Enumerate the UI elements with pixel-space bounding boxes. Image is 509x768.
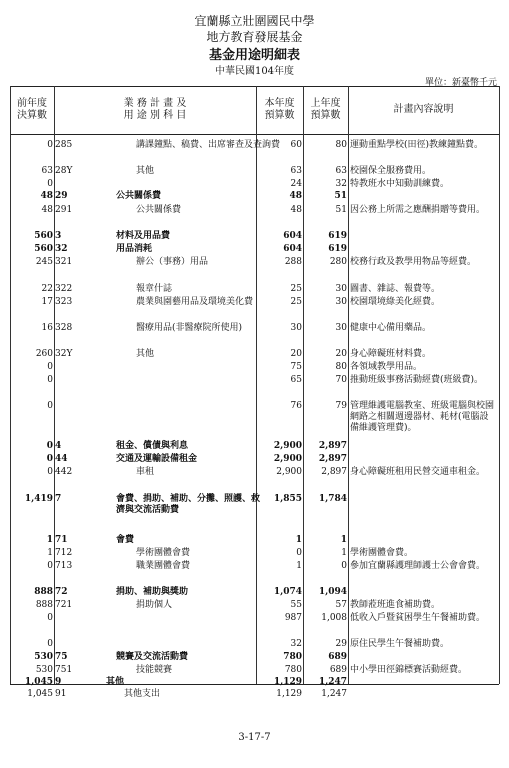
current-budget-cell: 32: [290, 639, 302, 649]
description-cell: 各領域教學用品。: [350, 362, 423, 372]
prev-actual-cell: 560: [34, 231, 53, 241]
account-name-cell: 報章什誌: [136, 284, 173, 294]
current-budget-cell: 30: [290, 323, 302, 333]
current-budget-cell: 1,129: [273, 677, 302, 687]
description-cell: 學術團體會費。: [350, 548, 414, 558]
current-budget-cell: 75: [290, 362, 302, 372]
table-divider: [499, 86, 500, 684]
current-budget-cell: 1: [296, 561, 302, 571]
current-budget-cell: 780: [284, 665, 302, 675]
account-code-cell: 321: [55, 257, 73, 267]
current-budget-cell: 2,900: [276, 467, 302, 477]
current-budget-cell: 1,129: [276, 689, 302, 699]
prev-actual-cell: 260: [35, 349, 53, 359]
account-code-cell: 71: [55, 535, 68, 545]
last-budget-cell: 2,897: [318, 441, 347, 451]
account-code-cell: 29: [55, 191, 68, 201]
last-budget-cell: 30: [335, 284, 347, 294]
last-budget-cell: 30: [335, 323, 347, 333]
account-code-cell: 3: [55, 231, 62, 241]
account-name-cell: 材料及用品費: [116, 231, 171, 241]
last-budget-cell: 70: [335, 375, 347, 385]
description-cell: 校園保全服務費用。: [350, 166, 432, 176]
account-name-cell: 公共關係費: [136, 205, 182, 215]
account-code-cell: 323: [55, 297, 73, 307]
account-code-cell: 442: [55, 467, 73, 477]
current-budget-cell: 780: [283, 652, 302, 662]
account-name-cell: 租金、償債與利息: [116, 441, 189, 451]
description-cell: 圖書、雜誌、報費等。: [350, 284, 441, 294]
last-budget-cell: 1,784: [318, 494, 347, 504]
prev-actual-cell: 17: [41, 297, 53, 307]
last-budget-cell: 689: [329, 665, 347, 675]
last-budget-cell: 2,897: [321, 467, 347, 477]
table-top-border: [10, 86, 499, 87]
col-header-current: 本年度 預算數: [264, 98, 295, 121]
description-cell: 校務行政及教學用物品等經費。: [350, 257, 477, 267]
prev-actual-cell: 1: [47, 548, 53, 558]
account-name-cell: 會費: [116, 535, 135, 545]
current-budget-cell: 604: [283, 244, 302, 254]
account-name-cell: 用品消耗: [116, 244, 153, 254]
last-budget-cell: 2,897: [318, 454, 347, 464]
prev-actual-cell: 0: [47, 179, 53, 189]
last-budget-cell: 20: [335, 349, 347, 359]
account-name-cell: 車租: [136, 467, 155, 477]
current-budget-cell: 25: [290, 284, 302, 294]
last-budget-cell: 0: [341, 561, 347, 571]
last-budget-cell: 80: [335, 140, 347, 150]
last-budget-cell: 51: [335, 205, 347, 215]
account-code-cell: 32: [55, 244, 68, 254]
account-name-cell: 辦公（事務）用品: [136, 257, 209, 267]
account-name-cell: 技能競賽: [136, 665, 173, 675]
current-budget-cell: 1,855: [273, 494, 302, 504]
account-code-cell: 712: [55, 548, 73, 558]
col-header-desc: 計畫內容說明: [393, 104, 454, 115]
current-budget-cell: 48: [290, 205, 302, 215]
current-budget-cell: 0: [296, 548, 302, 558]
unit-label: 單位：新臺幣千元: [424, 78, 497, 88]
account-name-cell: 捐助、補助與獎助: [116, 587, 189, 597]
prev-actual-cell: 1,045: [24, 677, 53, 687]
account-name-cell: 競賽及交流活動費: [116, 652, 189, 662]
account-code-cell: 7: [55, 494, 62, 504]
current-budget-cell: 20: [290, 349, 302, 359]
col-header-prev: 前年度 決算數: [17, 98, 47, 121]
last-budget-cell: 619: [328, 244, 347, 254]
last-budget-cell: 80: [335, 362, 347, 372]
prev-actual-cell: 48: [40, 191, 53, 201]
last-budget-cell: 79: [335, 401, 347, 411]
account-code-cell: 32Y: [55, 349, 73, 359]
account-name-cell: 其他支出: [124, 689, 161, 699]
table-header-border: [10, 134, 499, 135]
current-budget-cell: 65: [290, 375, 302, 385]
page-number: 3-17-7: [238, 732, 271, 743]
account-code-cell: 72: [55, 587, 68, 597]
prev-actual-cell: 1: [46, 535, 53, 545]
prev-actual-cell: 0: [47, 613, 53, 623]
account-name-cell: 公共關係費: [116, 191, 162, 201]
description-cell: 教師蒞班進食補助費。: [350, 600, 441, 610]
account-name-cell: 其他: [106, 677, 125, 687]
col-header-last: 上年度 預算數: [310, 98, 341, 121]
prev-actual-cell: 16: [41, 323, 53, 333]
current-budget-cell: 1: [295, 535, 302, 545]
account-code-cell: 91: [55, 689, 67, 699]
current-budget-cell: 2,900: [273, 441, 302, 451]
account-name-cell: 學術團體會費: [136, 548, 191, 558]
last-budget-cell: 1: [341, 548, 347, 558]
account-code-cell: 751: [55, 665, 73, 675]
description-cell: 低收入戶暨貧困學生午餐補助費。: [350, 613, 486, 623]
prev-actual-cell: 1,419: [24, 494, 53, 504]
current-budget-cell: 24: [290, 179, 302, 189]
current-budget-cell: 63: [290, 166, 302, 176]
description-cell: 參加宜蘭縣護理師護士公會會費。: [350, 561, 486, 571]
description-cell: 健康中心備用藥品。: [350, 323, 432, 333]
description-cell: 原住民學生午餐補助費。: [350, 639, 450, 649]
description-cell: 中小學田徑錦標賽活動經費。: [350, 665, 468, 675]
current-budget-cell: 2,900: [273, 454, 302, 464]
prev-actual-cell: 530: [34, 652, 53, 662]
prev-actual-cell: 0: [46, 454, 53, 464]
last-budget-cell: 29: [335, 639, 347, 649]
prev-actual-cell: 0: [47, 362, 53, 372]
last-budget-cell: 1,247: [318, 677, 347, 687]
page-title: 基金用途明細表: [208, 48, 300, 63]
account-code-cell: 721: [55, 600, 73, 610]
current-budget-cell: 48: [289, 191, 302, 201]
description-cell: 身心障礙班租用民營交通車租金。: [350, 467, 486, 477]
description-cell: 特教班水中知動訓練費。: [350, 179, 450, 189]
prev-actual-cell: 0: [47, 401, 53, 411]
prev-actual-cell: 245: [35, 257, 53, 267]
school-name: 宜蘭縣立壯圍國民中學: [194, 14, 315, 28]
prev-actual-cell: 530: [35, 665, 53, 675]
prev-actual-cell: 0: [47, 467, 53, 477]
account-name-cell: 講課鐘點、稿費、出席審查及查詢費: [136, 140, 281, 150]
prev-actual-cell: 63: [41, 166, 53, 176]
account-code-cell: 713: [55, 561, 73, 571]
last-budget-cell: 1: [340, 535, 347, 545]
last-budget-cell: 30: [335, 297, 347, 307]
account-name-cell: 會費、捐助、補助、分攤、照護、救濟與交流活動費: [116, 494, 261, 515]
account-name-cell: 交通及運輸設備租金: [116, 454, 198, 464]
current-budget-cell: 55: [290, 600, 302, 610]
account-name-cell: 醫療用品(非醫療院所使用): [136, 323, 243, 333]
last-budget-cell: 689: [328, 652, 347, 662]
col-header-plan: 業 務 計 畫 及 用 途 別 科 目: [123, 98, 187, 121]
prev-actual-cell: 48: [41, 205, 53, 215]
account-code-cell: 75: [55, 652, 68, 662]
account-code-cell: 328: [55, 323, 73, 333]
account-name-cell: 其他: [136, 166, 155, 176]
account-code-cell: 285: [55, 140, 73, 150]
last-budget-cell: 280: [329, 257, 347, 267]
description-cell: 推動班級事務活動經費(班級費)。: [350, 375, 484, 385]
account-code-cell: 44: [55, 454, 68, 464]
last-budget-cell: 32: [335, 179, 347, 189]
description-cell: 身心障礙班材料費。: [350, 349, 432, 359]
current-budget-cell: 1,074: [273, 587, 302, 597]
description-cell: 運動重點學校(田徑)教練鐘點費。: [350, 140, 484, 150]
account-code-cell: 4: [55, 441, 62, 451]
prev-actual-cell: 1,045: [27, 689, 53, 699]
account-code-cell: 291: [55, 205, 73, 215]
fund-name: 地方教育發展基金: [206, 30, 303, 44]
prev-actual-cell: 0: [47, 140, 53, 150]
last-budget-cell: 1,247: [321, 689, 347, 699]
last-budget-cell: 63: [335, 166, 347, 176]
description-cell: 校園環境綠美化經費。: [350, 297, 441, 307]
current-budget-cell: 60: [290, 140, 302, 150]
current-budget-cell: 987: [284, 613, 302, 623]
prev-actual-cell: 0: [46, 441, 53, 451]
last-budget-cell: 1,094: [318, 587, 347, 597]
last-budget-cell: 619: [328, 231, 347, 241]
fiscal-year: 中華民國104年度: [214, 66, 295, 77]
description-cell: 管理維護電腦教室、班級電腦與校園網路之相關週邊器材、耗材(電腦設備維護管理費)。: [350, 401, 495, 433]
prev-actual-cell: 888: [34, 587, 53, 597]
account-name-cell: 職業團體會費: [136, 561, 191, 571]
prev-actual-cell: 0: [47, 561, 53, 571]
current-budget-cell: 288: [284, 257, 302, 267]
prev-actual-cell: 888: [35, 600, 53, 610]
current-budget-cell: 76: [290, 401, 302, 411]
table-divider: [348, 86, 349, 684]
account-name-cell: 捐助個人: [136, 600, 173, 610]
prev-actual-cell: 0: [47, 375, 53, 385]
prev-actual-cell: 0: [47, 639, 53, 649]
prev-actual-cell: 22: [41, 284, 53, 294]
account-code-cell: 322: [55, 284, 73, 294]
account-name-cell: 農業與園藝用品及環境美化費: [136, 297, 254, 307]
account-name-cell: 其他: [136, 349, 155, 359]
prev-actual-cell: 560: [34, 244, 53, 254]
current-budget-cell: 604: [283, 231, 302, 241]
last-budget-cell: 51: [334, 191, 347, 201]
last-budget-cell: 1,008: [321, 613, 347, 623]
current-budget-cell: 25: [290, 297, 302, 307]
last-budget-cell: 57: [335, 600, 347, 610]
account-code-cell: 9: [55, 677, 62, 687]
description-cell: 因公務上所需之應酬捐贈等費用。: [350, 205, 486, 215]
account-code-cell: 28Y: [55, 166, 73, 176]
